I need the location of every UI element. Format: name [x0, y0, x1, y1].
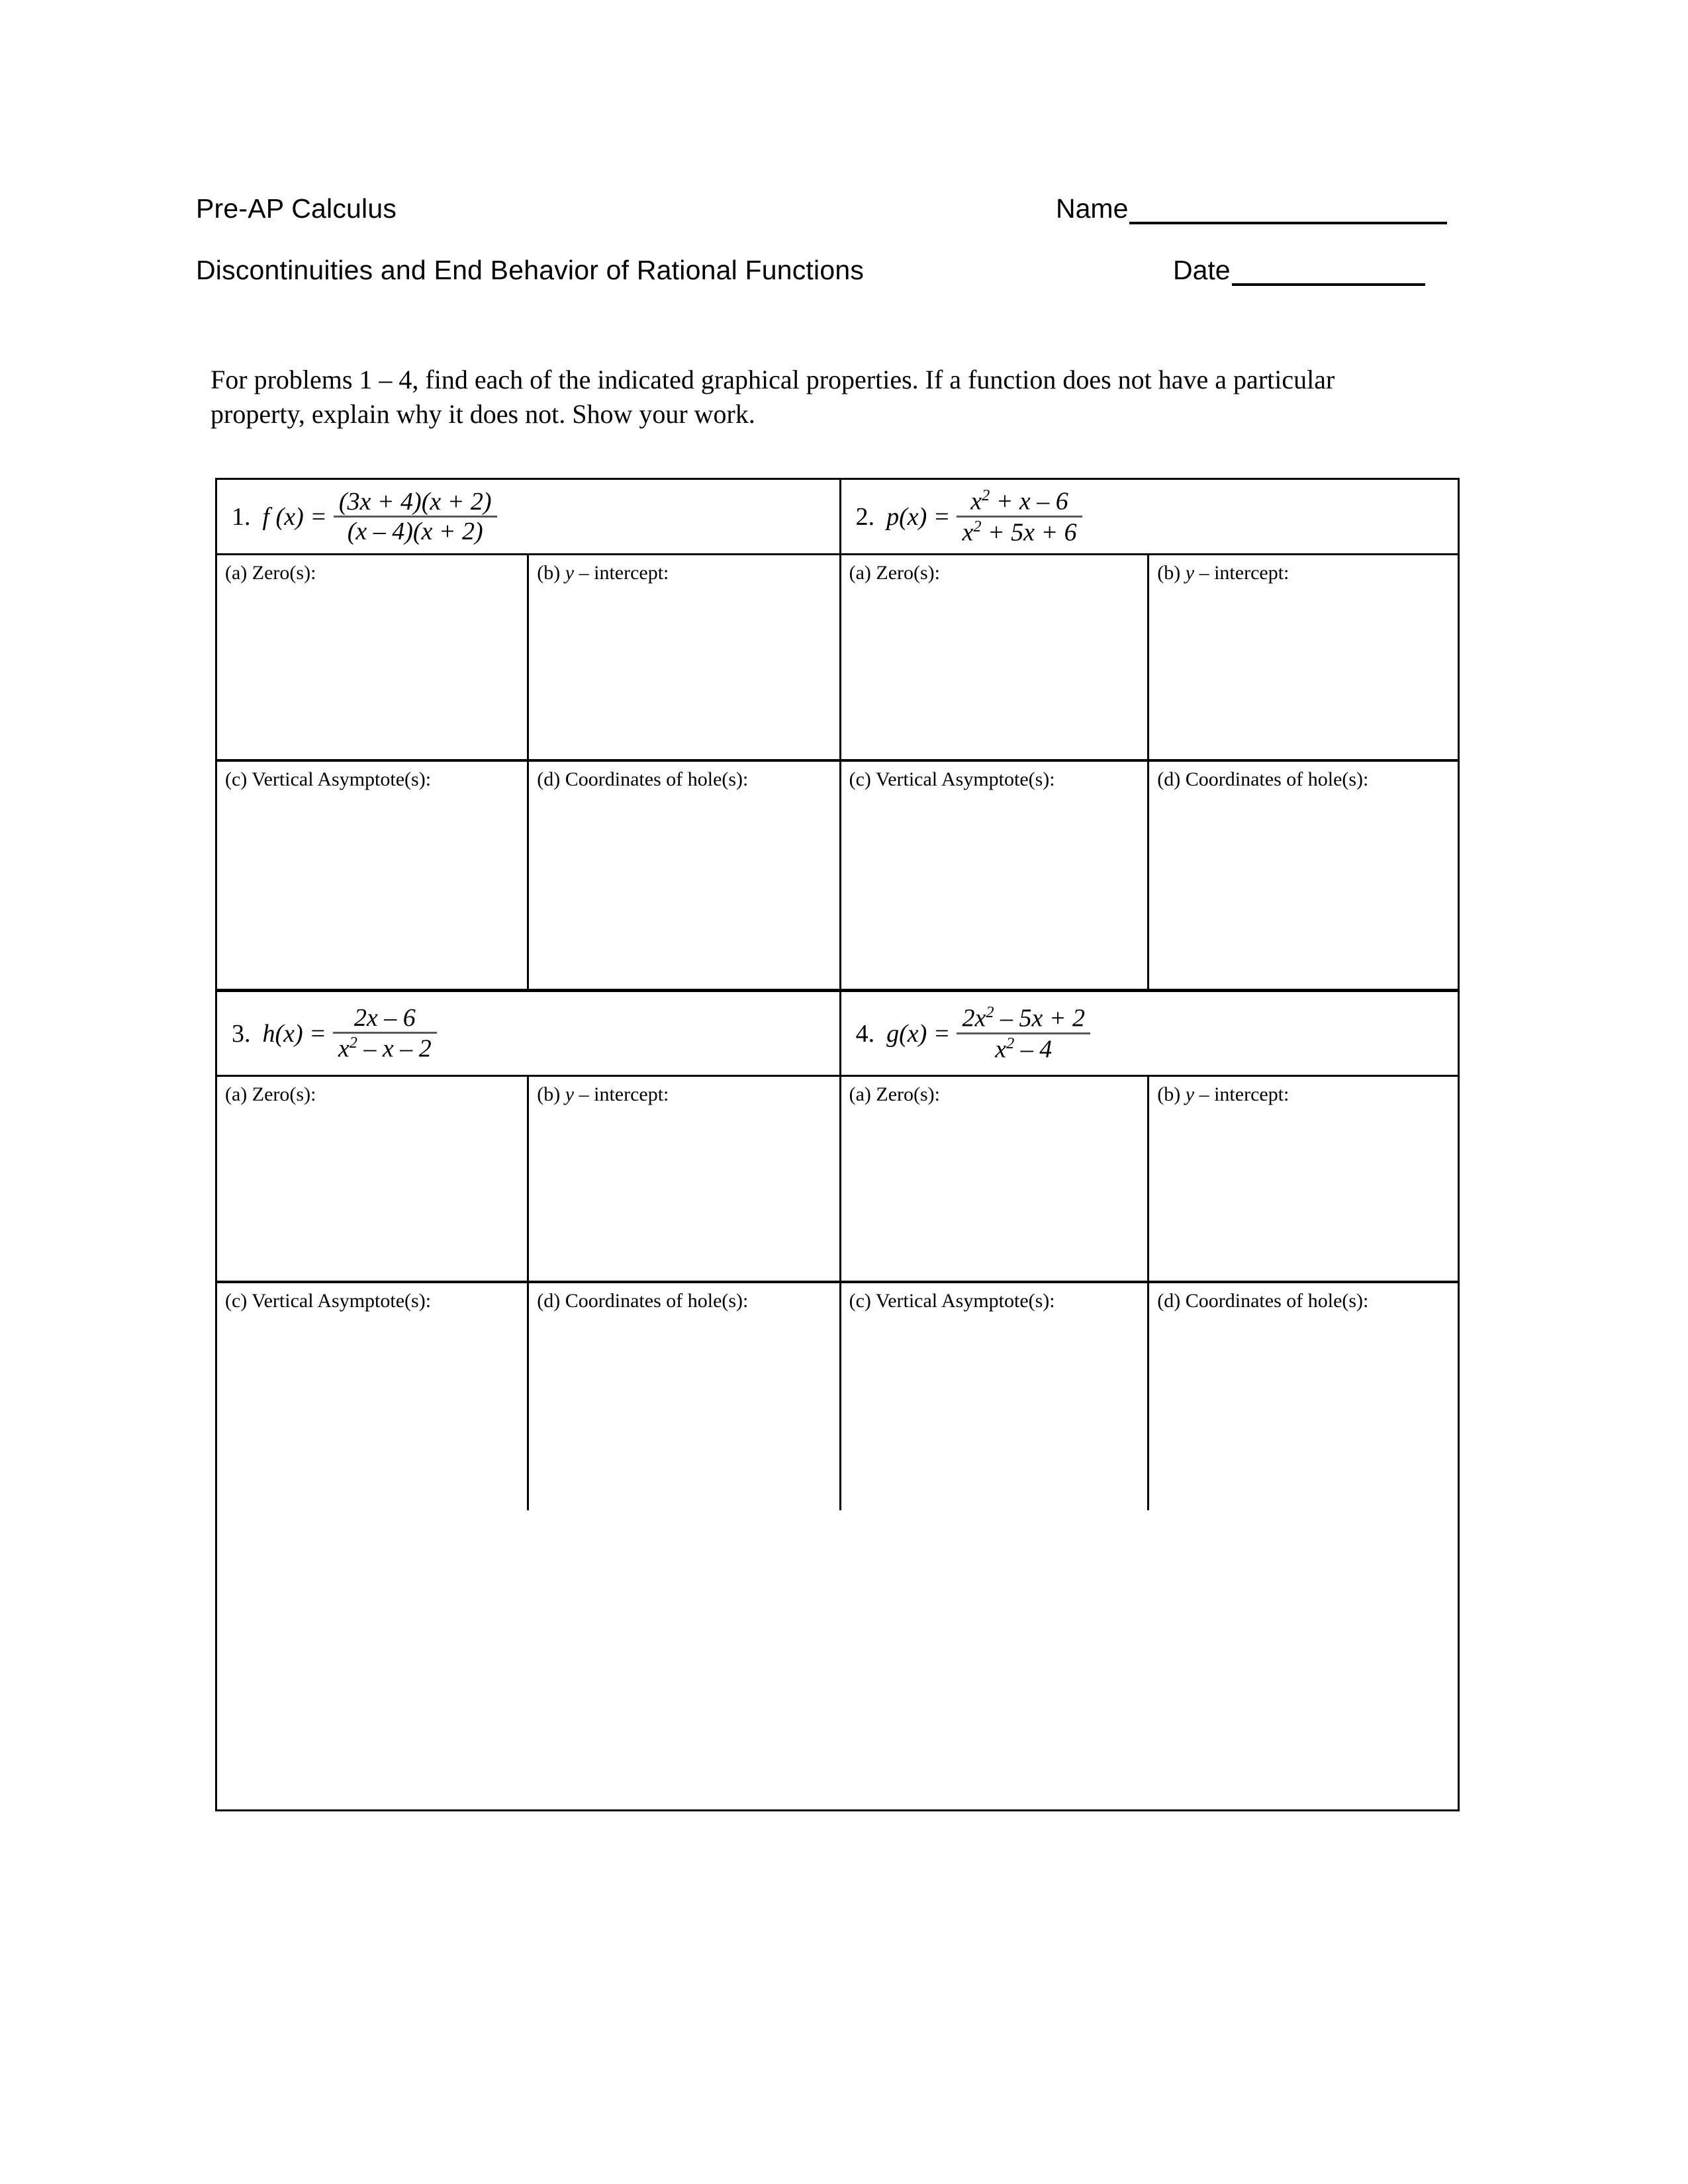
date-field-group — [1173, 255, 1425, 286]
problem-2-zeros-cell[interactable] — [841, 555, 1150, 759]
problem-1-lhs: f (x) = — [262, 502, 327, 531]
problem-1-function-cell — [217, 480, 841, 553]
problem-1-y-intercept-cell[interactable] — [529, 555, 841, 759]
problem-2-function-cell — [841, 480, 1458, 553]
course-title — [196, 193, 397, 224]
problem-3-numerator: 2x – 6 — [353, 1003, 416, 1032]
name-field-group — [1056, 193, 1447, 224]
problem-2-zeros-label: (a) Zero(s): — [849, 562, 941, 584]
problem-1-hole-label: (d) Coordinates of hole(s): — [537, 768, 749, 790]
problem-4-lhs: g(x) = — [886, 1019, 951, 1048]
problem-1-fraction — [334, 488, 497, 546]
course-title-text: Pre-AP Calculus — [196, 193, 397, 224]
problem-3-number: 3. — [232, 1019, 251, 1048]
problem-3-lhs: h(x) = — [262, 1019, 326, 1048]
problem-2-fraction — [957, 486, 1082, 547]
problem-4-number: 4. — [855, 1019, 875, 1048]
problem-block-3-4 — [217, 989, 1458, 1510]
problem-2-lhs: p(x) = — [886, 502, 951, 531]
problem-1-expression — [263, 488, 497, 546]
problem-4-zeros-label: (a) Zero(s): — [849, 1083, 941, 1105]
problem-1-vertical-asymptote-label: (c) Vertical Asymptote(s): — [225, 768, 432, 790]
problem-3-expression — [263, 1004, 437, 1063]
problem-4-hole-cell[interactable] — [1149, 1283, 1458, 1510]
problem-4-y-intercept-cell[interactable] — [1149, 1077, 1458, 1281]
problem-1-vertical-asymptote-cell[interactable] — [217, 762, 529, 989]
name-blank-line[interactable] — [1129, 199, 1447, 224]
problem-2-hole-cell[interactable] — [1149, 762, 1458, 989]
problem-block-1-2 — [217, 480, 1458, 989]
problem-3-zeros-label: (a) Zero(s): — [225, 1083, 316, 1105]
date-blank-line[interactable] — [1232, 261, 1425, 286]
worksheet-subject-text: Discontinuities and End Behavior of Rational Functions — [196, 255, 865, 285]
problem-3-fraction — [333, 1004, 437, 1063]
answer-row-cd-1 — [217, 762, 1458, 989]
problem-4-denominator: $x^2 - 4$ — [995, 1034, 1053, 1064]
worksheet-subject — [196, 255, 864, 286]
problem-3-vertical-asymptote-label: (c) Vertical Asymptote(s): — [225, 1290, 432, 1312]
problem-1-denominator: (x – 4)(x + 2) — [347, 518, 483, 545]
problem-2-expression — [886, 486, 1082, 547]
problem-4-function-cell — [841, 992, 1458, 1075]
problem-1-numerator: (3x + 4)(x + 2) — [338, 487, 492, 516]
problem-4-zeros-cell[interactable] — [841, 1077, 1150, 1281]
problem-4-vertical-asymptote-cell[interactable] — [841, 1283, 1150, 1510]
instructions-text: For problems 1 – 4, find each of the indicated graphical properties. If a function does not have a particular property, explain why it does not. Show your work. — [211, 365, 1335, 429]
name-label: Name — [1056, 193, 1129, 224]
problem-2-y-intercept-label: (b) y – intercept: — [1157, 562, 1289, 584]
problem-2-number: 2. — [855, 502, 875, 531]
problem-3-y-intercept-cell[interactable] — [529, 1077, 841, 1281]
problem-4-fraction — [957, 1003, 1090, 1064]
answer-row-cd-2 — [217, 1283, 1458, 1510]
problems-table — [215, 478, 1460, 1811]
function-header-row-2 — [217, 992, 1458, 1077]
problem-3-hole-label: (d) Coordinates of hole(s): — [537, 1290, 749, 1312]
problem-2-vertical-asymptote-label: (c) Vertical Asymptote(s): — [849, 768, 1055, 790]
problem-4-hole-label: (d) Coordinates of hole(s): — [1157, 1290, 1369, 1312]
problem-1-hole-cell[interactable] — [529, 762, 841, 989]
problem-1-number: 1. — [232, 502, 251, 531]
problem-3-zeros-cell[interactable] — [217, 1077, 529, 1281]
function-header-row-1 — [217, 480, 1458, 555]
problem-2-vertical-asymptote-cell[interactable] — [841, 762, 1150, 989]
problem-4-vertical-asymptote-label: (c) Vertical Asymptote(s): — [849, 1290, 1055, 1312]
problem-2-denominator: $x^2 + 5x + 6$ — [962, 518, 1077, 547]
problem-3-denominator: $x^2$ – x – 2 — [338, 1034, 432, 1063]
problem-4-numerator: $2x^2 - 5x + 2$ — [962, 1003, 1085, 1032]
problem-1-zeros-cell[interactable] — [217, 555, 529, 759]
problem-3-vertical-asymptote-cell[interactable] — [217, 1283, 529, 1510]
problem-3-function-cell — [217, 992, 841, 1075]
answer-row-ab-1 — [217, 555, 1458, 762]
problem-2-y-intercept-cell[interactable] — [1149, 555, 1458, 759]
problem-4-y-intercept-label: (b) y – intercept: — [1157, 1083, 1289, 1105]
problem-4-expression — [886, 1003, 1090, 1064]
problem-1-zeros-label: (a) Zero(s): — [225, 562, 316, 584]
answer-row-ab-2 — [217, 1077, 1458, 1283]
problem-3-hole-cell[interactable] — [529, 1283, 841, 1510]
problem-2-numerator: $x^2 + x - 6$ — [970, 486, 1068, 516]
problem-1-y-intercept-label: (b) y – intercept: — [537, 562, 669, 584]
problem-2-hole-label: (d) Coordinates of hole(s): — [1157, 768, 1369, 790]
problem-3-y-intercept-label: (b) y – intercept: — [537, 1083, 669, 1105]
date-label: Date — [1173, 255, 1231, 285]
